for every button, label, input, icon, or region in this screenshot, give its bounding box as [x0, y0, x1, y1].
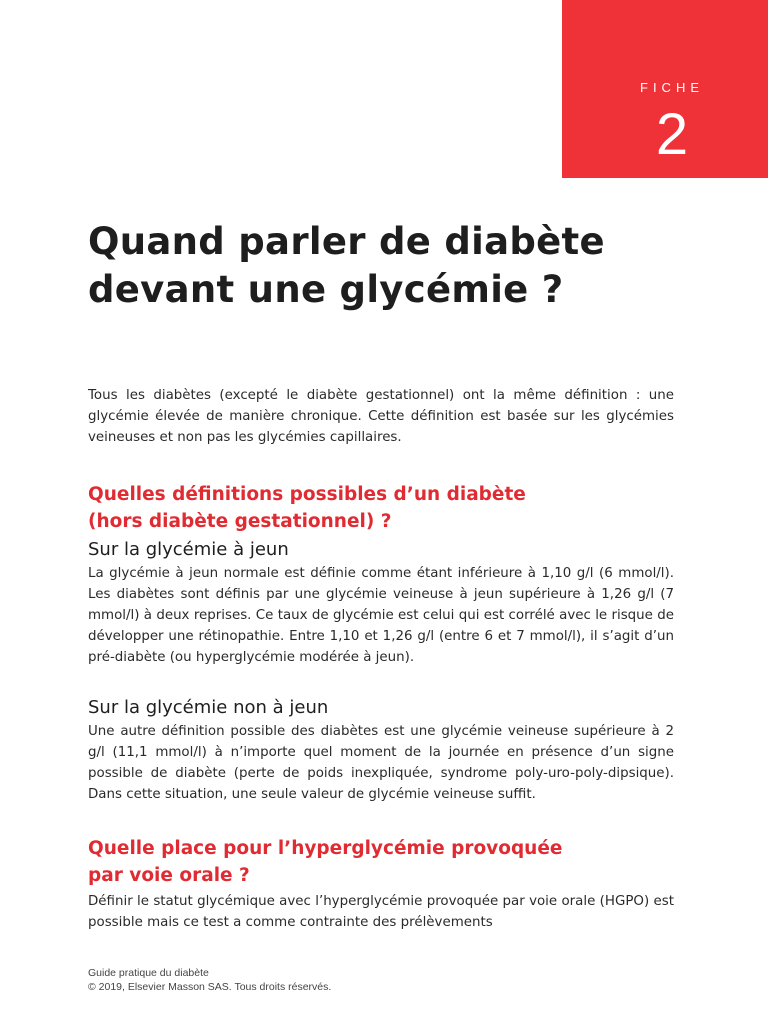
page-title-line-1: Quand parler de diabète — [88, 220, 605, 263]
paragraph-non-fasting: Une autre définition possible des diabètes est une glycémie veineuse supérieure à 2 g/l (11,1 mmol/l) à n’importe quel moment de la journée en présence d’un signe possible de diabète (perte de poids inexpliquée, syndrome poly-uro-poly-dipsique). Dans cette situation, une seule valeur de glycémie veineuse suffit. — [88, 724, 674, 802]
section-heading-line-1: Quelles définitions possibles d’un diabète — [88, 484, 526, 505]
paragraph-fasting: La glycémie à jeun normale est définie comme étant inférieure à 1,10 g/l (6 mmol/l). Les diabètes sont définis par une glycémie veineuse à jeun supérieure à 1,26 g/l (7 mmol/l) à deux reprises. Ce taux de glycémie est celui qui est corrélé avec le risque de développer une rétinopathie. Entre 1,10 et 1,26 g/l (entre 6 et 7 mmol/l), il s’agit d’un pré-diabète (ou hyperglycémie modérée à jeun). — [88, 566, 674, 665]
subheading-non-fasting: Sur la glycémie non à jeun — [88, 697, 329, 718]
main-content — [88, 385, 674, 933]
footer-book-title: Guide pratique du diabète — [88, 967, 209, 979]
section-heading-definitions — [88, 481, 674, 535]
page-footer — [88, 966, 331, 994]
fiche-badge — [562, 0, 768, 178]
paragraph-hgpo: Définir le statut glycémique avec l’hyperglycémie provoquée par voie orale (HGPO) est possible mais ce test a comme contrainte des prélèvements — [88, 894, 674, 930]
page-title-line-2: devant une glycémie ? — [88, 268, 564, 311]
footer-copyright: © 2019, Elsevier Masson SAS. Tous droits réservés. — [88, 981, 332, 993]
fiche-number: 2 — [655, 102, 689, 167]
page-title — [88, 218, 728, 314]
subheading-fasting: Sur la glycémie à jeun — [88, 539, 289, 560]
intro-paragraph: Tous les diabètes (excepté le diabète gestationnel) ont la même définition : une glycémie élevée de manière chronique. Cette définition est basée sur les glycémies veineuses et non pas les glycémies capillaires. — [88, 388, 674, 445]
fiche-label: FICHE — [640, 80, 704, 95]
section-heading-line-2: par voie orale ? — [88, 865, 250, 886]
section-heading-hgpo — [88, 835, 674, 889]
section-heading-line-1: Quelle place pour l’hyperglycémie provoquée — [88, 838, 563, 859]
section-heading-line-2: (hors diabète gestationnel) ? — [88, 511, 392, 532]
